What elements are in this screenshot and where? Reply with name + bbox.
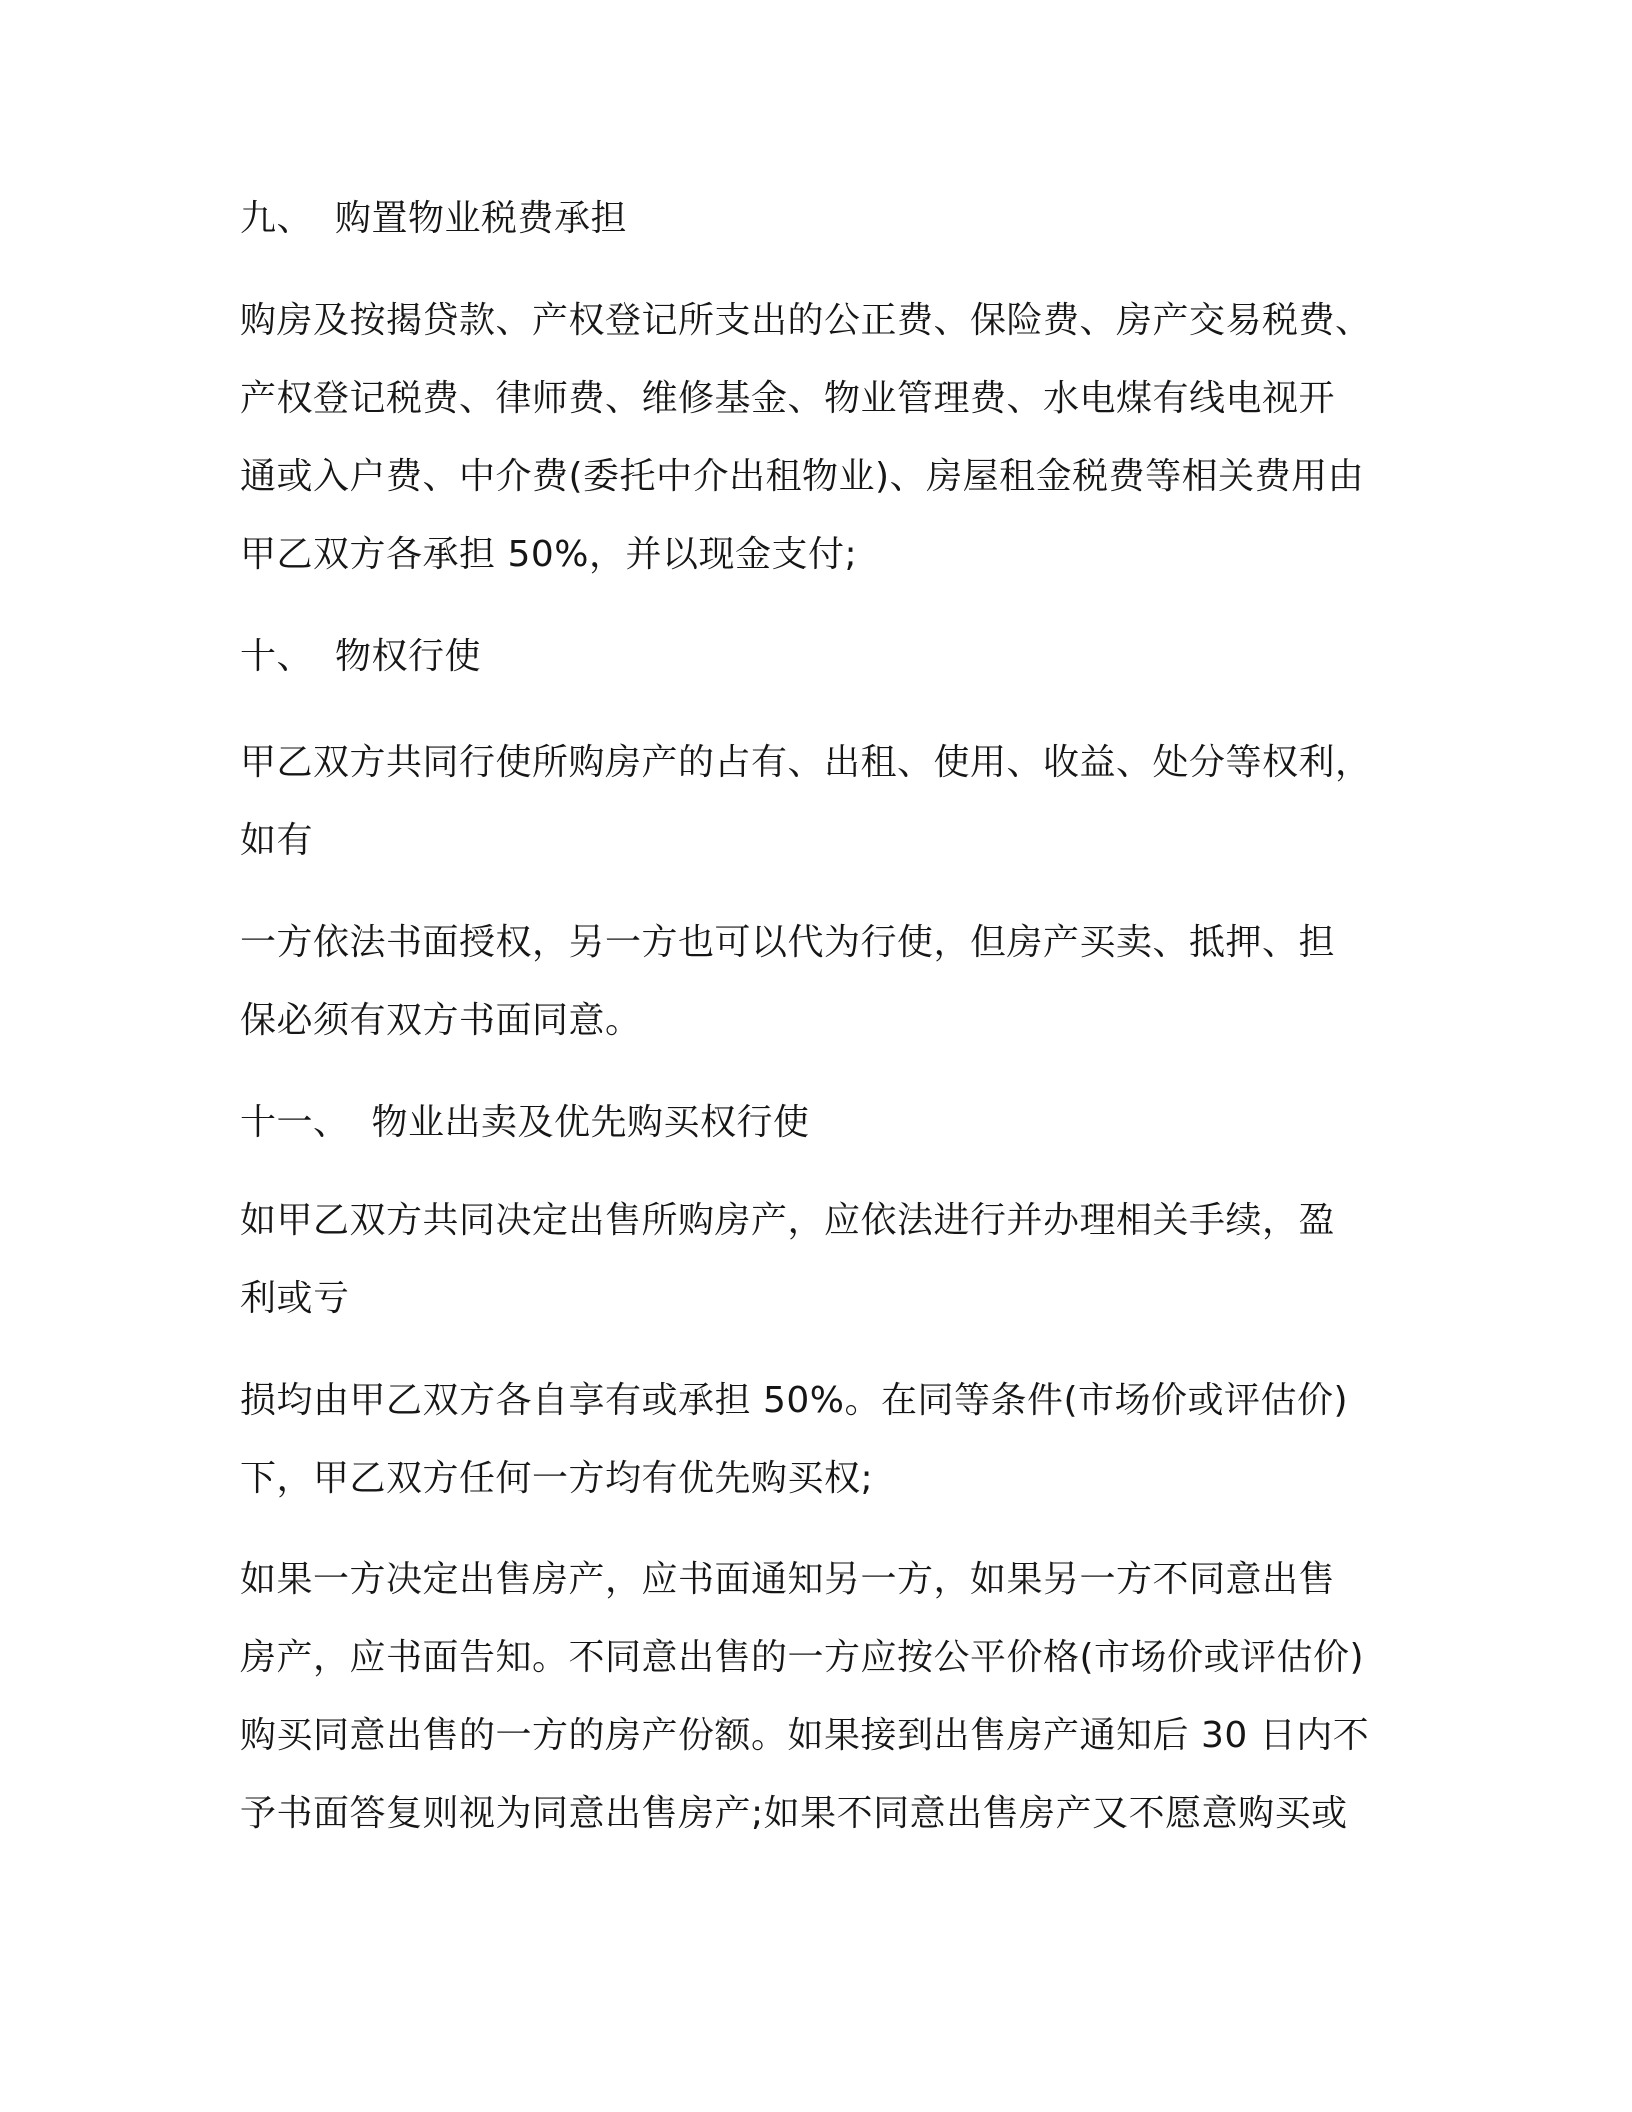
paragraph (240, 1541, 1400, 1853)
heading-number: 十、 (240, 636, 314, 677)
paragraph-line: 保必须有双方书面同意。 (240, 1000, 642, 1041)
heading-title: 购置物业税费承担 (335, 198, 628, 239)
paragraph-line: 予书面答复则视为同意出售房产;如果不同意出售房产又不愿意购买或 (240, 1793, 1348, 1834)
section-heading-11 (240, 1084, 1400, 1162)
paragraph-line: 如有 (240, 820, 314, 861)
paragraph-line: 下，甲乙双方任何一方均有优先购买权; (240, 1458, 874, 1499)
paragraph-line: 通或入户费、中介费(委托中介出租物业)、房屋租金税费等相关费用由 (240, 456, 1365, 497)
paragraph-line: 购房及按揭贷款、产权登记所支出的公正费、保险费、房产交易税费、 (240, 300, 1372, 341)
paragraph (240, 282, 1400, 594)
paragraph (240, 724, 1400, 880)
paragraph-line: 甲乙双方共同行使所购房产的占有、出租、使用、收益、处分等权利， (240, 742, 1372, 783)
paragraph-line: 损均由甲乙双方各自享有或承担 50%。在同等条件(市场价或评估价) (240, 1380, 1349, 1421)
paragraph-line: 利或亏 (240, 1278, 350, 1319)
paragraph-line: 购买同意出售的一方的房产份额。如果接到出售房产通知后 30 日内不 (240, 1715, 1370, 1756)
paragraph-line: 房产，应书面告知。不同意出售的一方应按公平价格(市场价或评估价) (240, 1637, 1365, 1678)
section-heading-10 (240, 618, 1400, 696)
paragraph-line: 如甲乙双方共同决定出售所购房产，应依法进行并办理相关手续，盈 (240, 1200, 1336, 1241)
paragraph (240, 1362, 1400, 1518)
heading-number: 九、 (240, 198, 314, 239)
paragraph-line: 如果一方决定出售房产，应书面通知另一方，如果另一方不同意出售 (240, 1559, 1336, 1600)
paragraph (240, 904, 1400, 1060)
paragraph-line: 甲乙双方各承担 50%，并以现金支付; (240, 534, 858, 575)
paragraph-line: 一方依法书面授权，另一方也可以代为行使，但房产买卖、抵押、担 (240, 922, 1336, 963)
section-heading-9 (240, 180, 1400, 258)
heading-title: 物权行使 (335, 636, 482, 677)
heading-number: 十一、 (240, 1102, 350, 1143)
heading-title: 物业出卖及优先购买权行使 (371, 1102, 810, 1143)
paragraph (240, 1182, 1400, 1338)
paragraph-line: 产权登记税费、律师费、维修基金、物业管理费、水电煤有线电视开 (240, 378, 1336, 419)
